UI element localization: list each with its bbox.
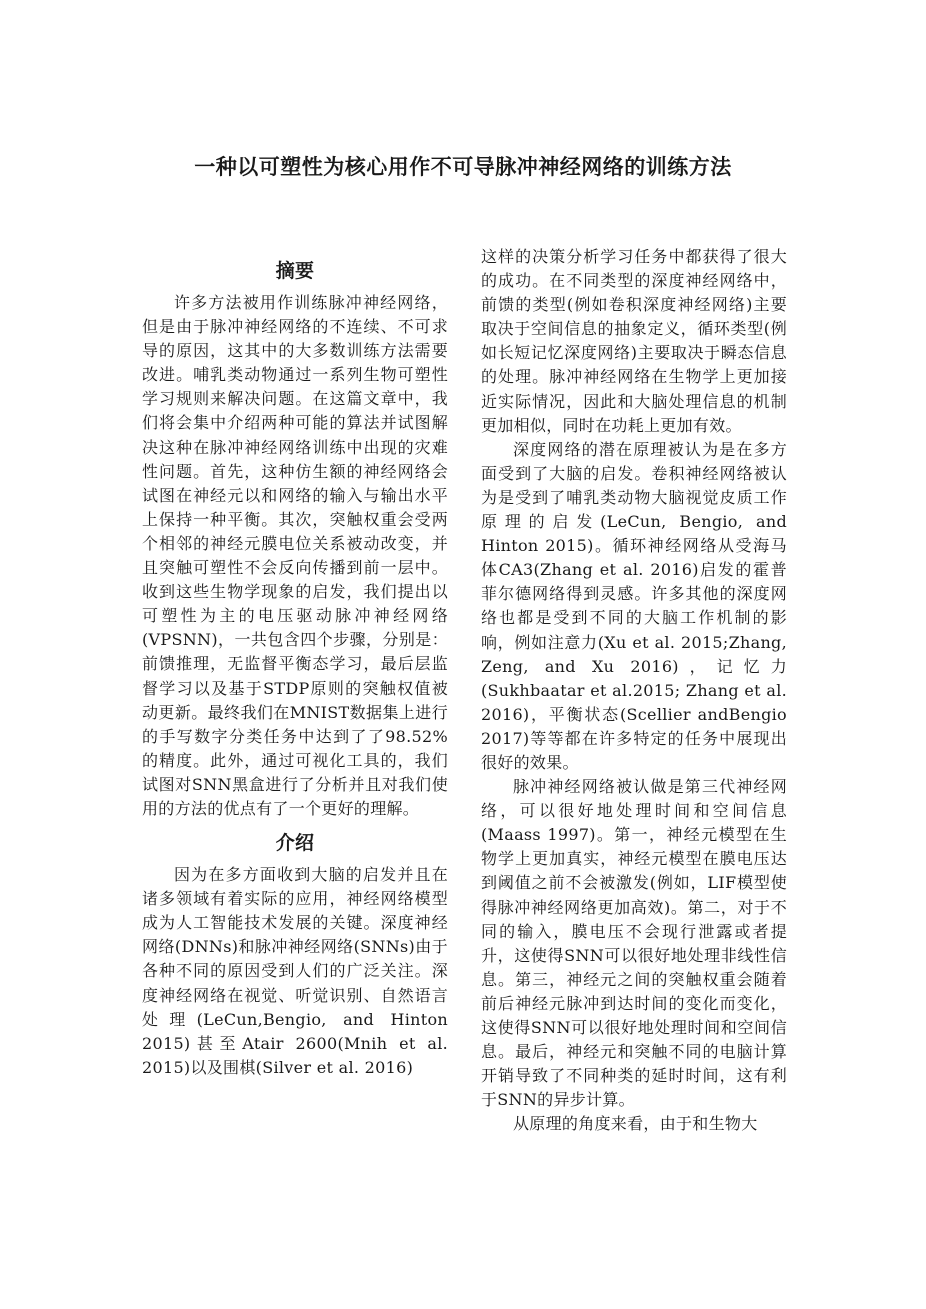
paper-title: 一种以可塑性为核心用作不可导脉冲神经网络的训练方法: [194, 155, 732, 179]
intro-paragraph-4: 从原理的角度来看，由于和生物大: [513, 1114, 758, 1134]
intro-paragraph-3: 脉冲神经网络被认做是第三代神经网络，可以很好地处理时间和空间信息(Maass 1997)。第一，神经元模型在生物学上更加真实，神经元模型在膜电压达到阈值之前不会被激发(例如，LIF模型使得脉冲神经网络更加高效)。第二，对于不同的输入，膜电压不会现行泄露或者提升，这使得SNN可以很好地处理非线性信息。第三，神经元之间的突触权重会随着前后神经元脉冲到达时间的变化而变化，这使得SNN可以很好地处理时间和空间信息。最后，神经元和突触不同的电脑计算开销导致了不同种类的延时时间，这有利于SNN的异步计算。: [481, 777, 787, 1110]
right-column: [481, 245, 787, 1136]
intro-heading: 介绍: [275, 832, 315, 855]
intro-paragraph-1: 因为在多方面收到大脑的启发并且在诸多领域有着实际的应用，神经网络模型成为人工智能技术发展的关键。深度神经网络(DNNs)和脉冲神经网络(SNNs)由于各种不同的原因受到人们的广泛关注。深度神经网络在视觉、听觉识别、自然语言处理(LeCun,Bengio, and Hinton 2015)甚至Atair 2600(Mnih et al. 2015)以及围棋(Silver et al. 2016): [142, 865, 448, 1077]
abstract-paragraph: 许多方法被用作训练脉冲神经网络，但是由于脉冲神经网络的不连续、不可求导的原因，这其中的大多数训练方法需要改进。哺乳类动物通过一系列生物可塑性学习规则来解决问题。在这篇文章中，我们将会集中介绍两种可能的算法并试图解决这种在脉冲神经网络训练中出现的灾难性问题。首先，这种仿生额的神经网络会试图在神经元以和网络的输入与输出水平上保持一种平衡。其次，突触权重会受两个相邻的神经元膜电位关系被动改变，并且突触可塑性不会反向传播到前一层中。收到这些生物学现象的启发，我们提出以可塑性为主的电压驱动脉冲神经网络(VPSNN)，一共包含四个步骤，分别是：前馈推理，无监督平衡态学习，最后层监督学习以及基于STDP原则的突触权值被动更新。最终我们在MNIST数据集上进行的手写数字分类任务中达到了了98.52%的精度。此外，通过可视化工具的，我们试图对SNN黑盒进行了分析并且对我们使用的方法的优点有了一个更好的理解。: [142, 293, 448, 818]
left-column: [142, 255, 448, 1080]
abstract-heading: 摘要: [275, 260, 315, 282]
intro-paragraph-2: 深度网络的潜在原理被认为是在多方面受到了大脑的启发。卷积神经网络被认为是受到了哺乳类动物大脑视觉皮质工作原理的启发(LeCun, Bengio, and Hinton 2015)。循环神经网络从受海马体CA3(Zhang et al. 2016)启发的霍普菲尔德网络得到灵感。许多其他的深度网络也都是受到不同的大脑工作机制的影响，例如注意力(Xu et al. 2015;Zhang, Zeng, and Xu 2016)，记忆力(Sukhbaatar et al.2015; Zhang et al. 2016)，平衡状态(Scellier andBengio 2017)等等都在许多特定的任务中展现出很好的效果。: [481, 439, 787, 772]
intro-paragraph-1-continued: 这样的决策分析学习任务中都获得了很大的成功。在不同类型的深度神经网络中，前馈的类型(例如卷积深度神经网络)主要取决于空间信息的抽象定义，循环类型(例如长短记忆深度网络)主要取决于瞬态信息的处理。脉冲神经网络在生物学上更加接近实际情况，因此和大脑处理信息的机制更加相似，同时在功耗上更加有效。: [481, 247, 787, 435]
